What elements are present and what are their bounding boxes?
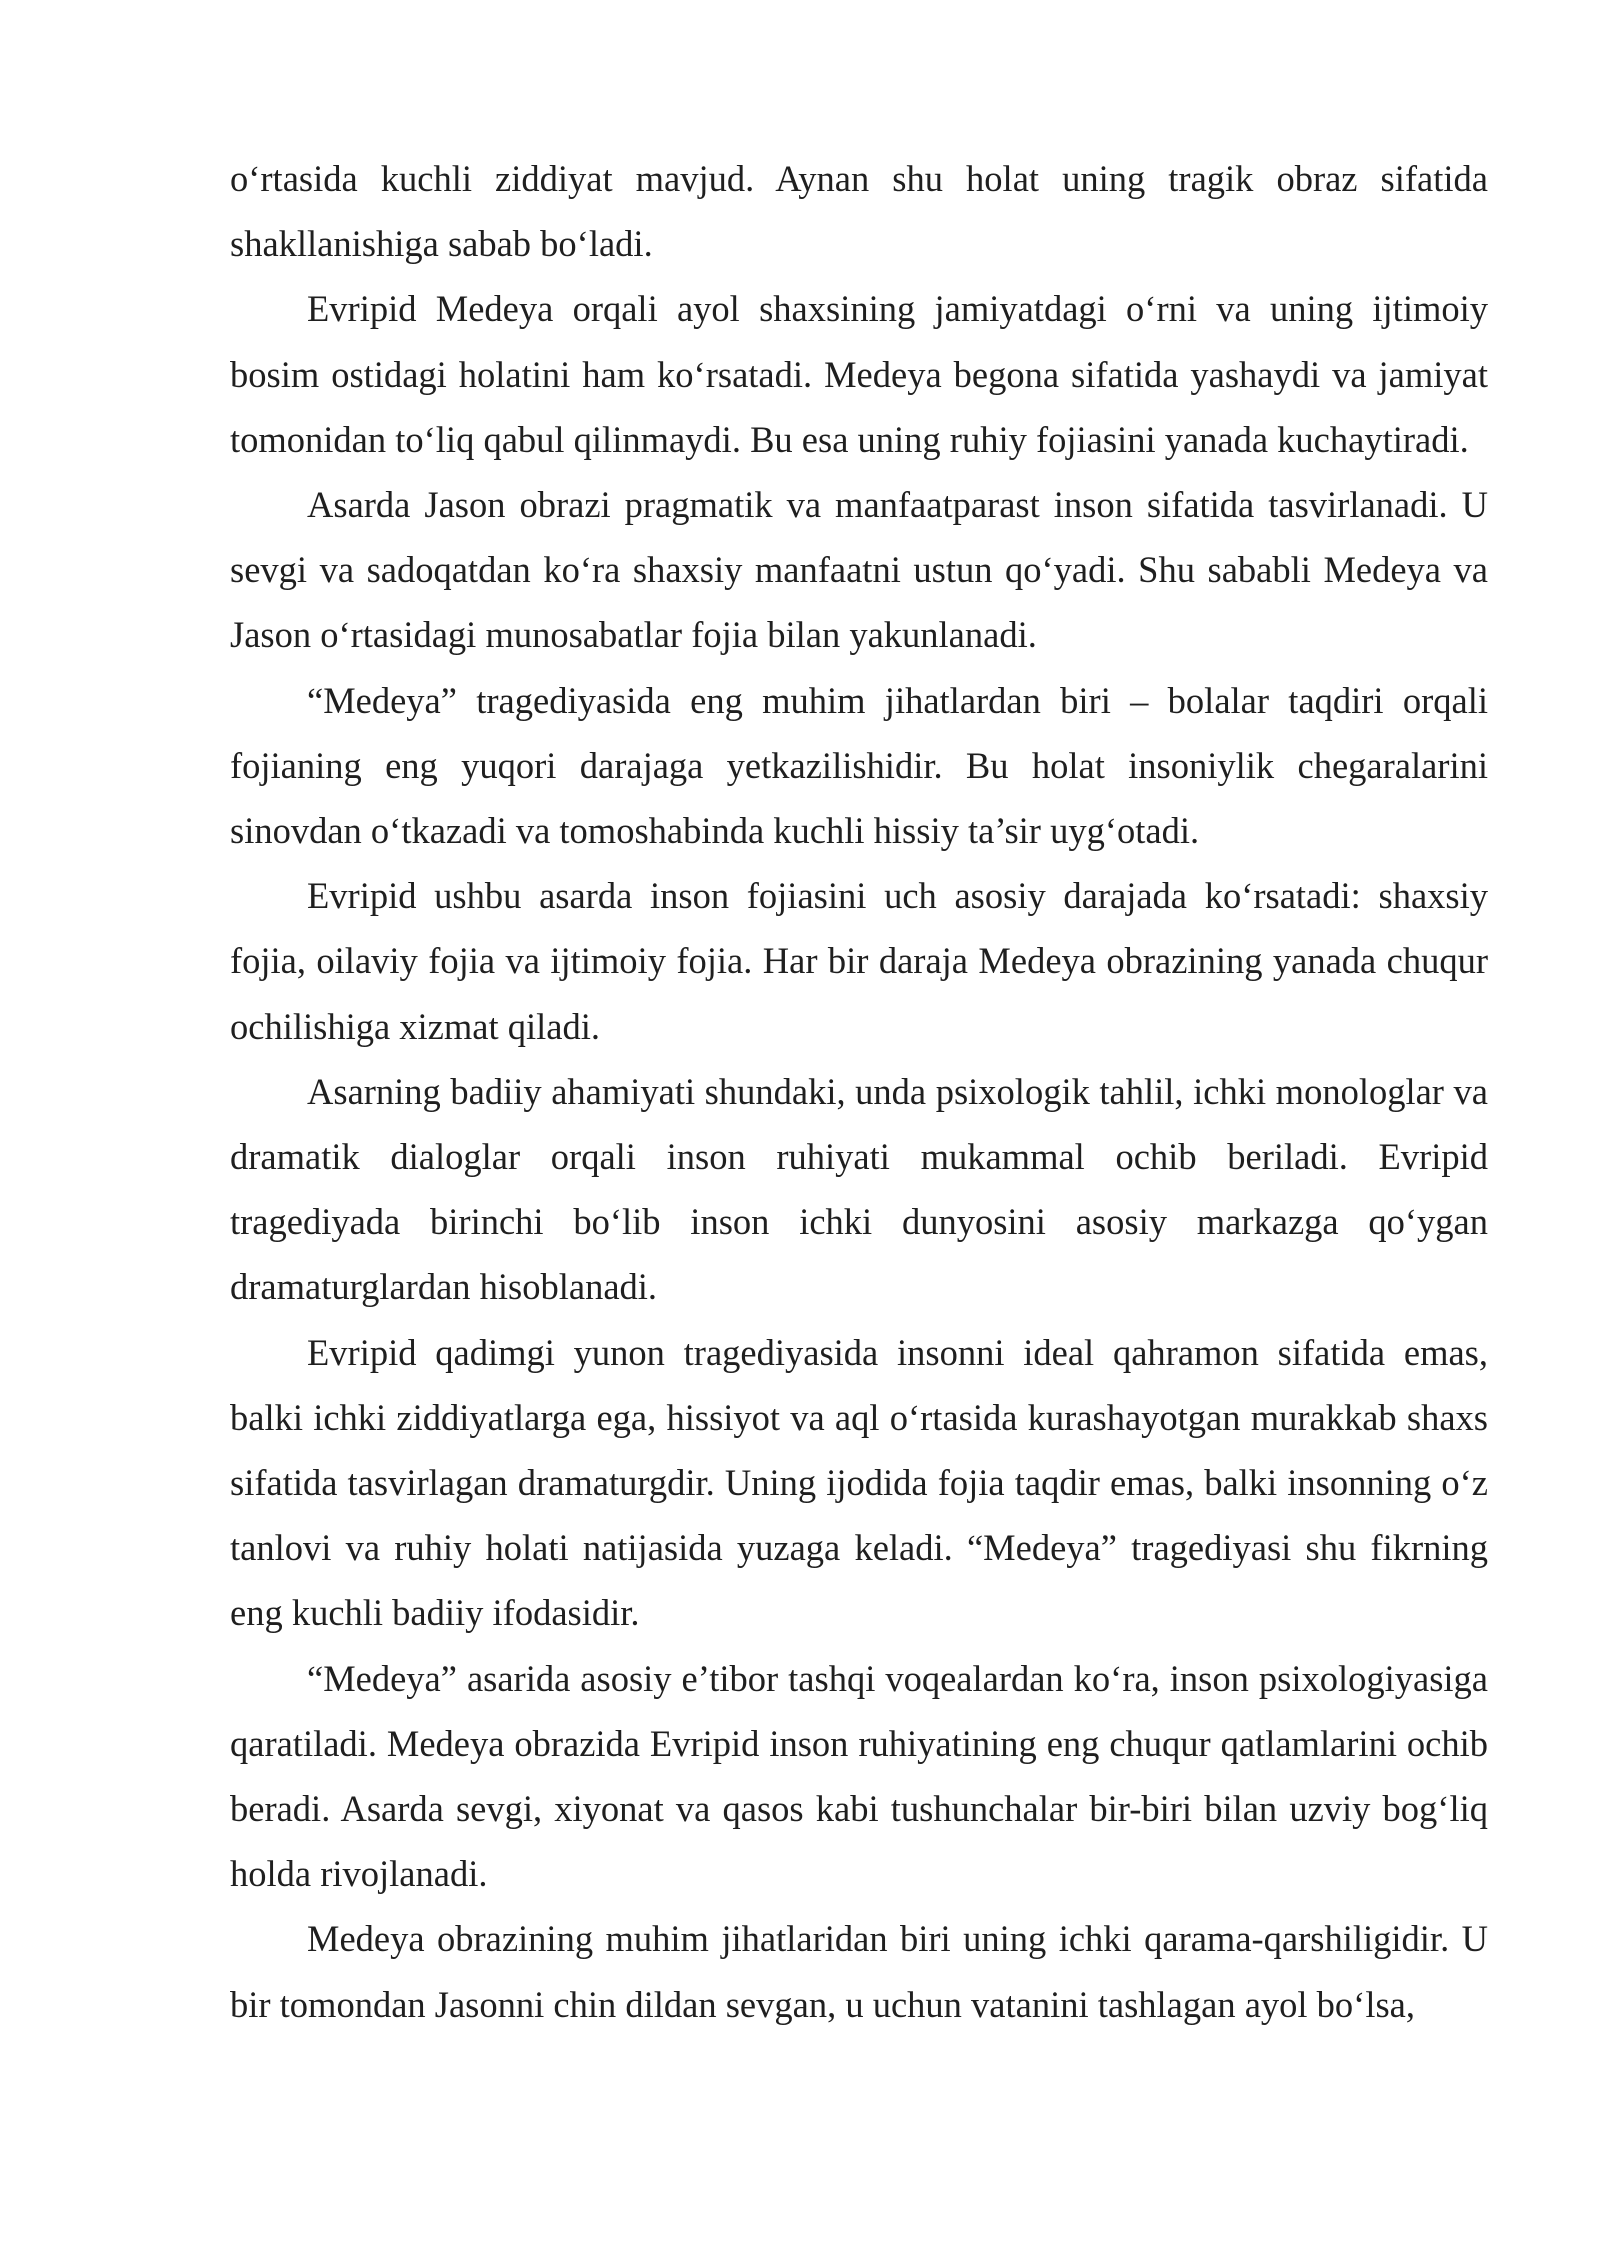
paragraph: “Medeya” tragediyasida eng muhim jihatlardan biri – bolalar taqdiri orqali fojianing eng yuqori darajaga yetkazilishidir. Bu holat insoniylik chegaralarini sinovdan o‘tkazadi va tomoshabinda kuchli hissiy ta’sir uyg‘otadi. — [230, 679, 1488, 852]
paragraph: Evripid Medeya orqali ayol shaxsining jamiyatdagi o‘rni va uning ijtimoiy bosim ostidagi holatini ham ko‘rsatadi. Medeya begona sifatida yashaydi va jamiyat tomonidan to‘liq qabul qilinmaydi. Bu esa uning ruhiy fojiasini yanada kuchaytiradi. — [230, 288, 1488, 460]
paragraph: Asarning badiiy ahamiyati shundaki, unda psixologik tahlil, ichki monologlar va dramatik dialoglar orqali inson ruhiyati mukammal ochib beriladi. Evripid tragediyada birinchi bo‘lib inson ichki dunyosini asosiy markazga qo‘ygan dramaturglardan hisoblanadi. — [230, 1070, 1488, 1308]
paragraph-continued: o‘rtasida kuchli ziddiyat mavjud. Aynan shu holat uning tragik obraz sifatida shakllanishiga sabab bo‘ladi. — [230, 158, 1488, 265]
paragraph: Evripid ushbu asarda inson fojiasini uch asosiy darajada ko‘rsatadi: shaxsiy fojia, oilaviy fojia va ijtimoiy fojia. Har bir daraja Medeya obrazining yanada chuqur ochilishiga xizmat qiladi. — [230, 875, 1488, 1047]
paragraph-truncated: Medeya obrazining muhim jihatlaridan biri uning ichki qarama-qarshiligidir. U bir tomondan Jasonni chin dildan sevgan, u uchun vatanini tashlagan ayol bo‘lsa, — [230, 1918, 1488, 2025]
document-body — [230, 146, 1488, 2037]
paragraph: Evripid qadimgi yunon tragediyasida insonni ideal qahramon sifatida emas, balki ichki ziddiyatlarga ega, hissiyot va aql o‘rtasida kurashayotgan murakkab shaxs sifatida tasvirlagan dramaturgdir. Uning ijodida fojia taqdir emas, balki insonning o‘z tanlovi va ruhiy holati natijasida yuzaga keladi. “Medeya” tragediyasi shu fikrning eng kuchli badiiy ifodasidir. — [230, 1331, 1488, 1634]
paragraph: “Medeya” asarida asosiy e’tibor tashqi voqealardan ko‘ra, inson psixologiyasiga qaratiladi. Medeya obrazida Evripid inson ruhiyatining eng chuqur qatlamlarini ochib beradi. Asarda sevgi, xiyonat va qasos kabi tushunchalar bir-biri bilan uzviy bog‘liq holda rivojlanadi. — [230, 1657, 1488, 1895]
paragraph: Asarda Jason obrazi pragmatik va manfaatparast inson sifatida tasvirlanadi. U sevgi va sadoqatdan ko‘ra shaxsiy manfaatni ustun qo‘yadi. Shu sababli Medeya va Jason o‘rtasidagi munosabatlar fojia bilan yakunlanadi. — [230, 484, 1488, 656]
